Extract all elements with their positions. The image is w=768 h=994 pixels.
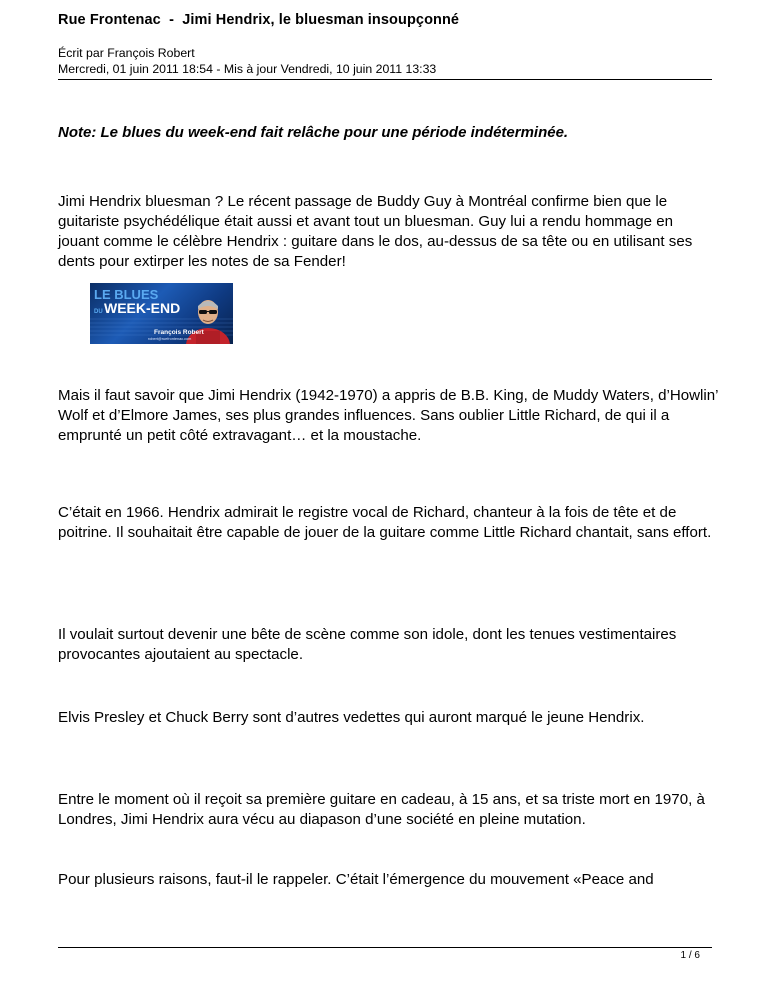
banner-line1: LE BLUES bbox=[94, 287, 159, 302]
footer-divider bbox=[58, 947, 712, 948]
document-header-title: Rue Frontenac - Jimi Hendrix, le bluesman insoupçonné bbox=[58, 12, 460, 28]
article-metadata bbox=[58, 45, 436, 77]
author-line: Écrit par François Robert bbox=[58, 46, 195, 60]
paragraph-4: Il voulait surtout devenir une bête de scène comme son idole, dont les tenues vestimentaires provocantes ajoutaient au spectacle. bbox=[58, 626, 677, 663]
banner-line2: WEEK-END bbox=[104, 300, 181, 316]
paragraph-1: Jimi Hendrix bluesman ? Le récent passage de Buddy Guy à Montréal confirme bien que le guitariste psychédélique était aussi et avant tout un bluesman. Guy lui a rendu hommage en jouant comme le célèbre Hendrix : guitare dans le dos, au-dessus de sa tête ou en utilisant ses dents pour extirper les notes de sa Fender! bbox=[58, 193, 693, 270]
paragraph-5: Elvis Presley et Chuck Berry sont d’autres vedettes qui auront marqué le jeune Hendrix. bbox=[58, 709, 645, 726]
page-number: 1 / 6 bbox=[680, 950, 700, 961]
banner-name: François Robert bbox=[154, 329, 204, 336]
date-line: Mercredi, 01 juin 2011 18:54 - Mis à jour Vendredi, 10 juin 2011 13:33 bbox=[58, 62, 437, 76]
banner-line2-small: DU bbox=[94, 309, 103, 315]
editor-note: Note: Le blues du week-end fait relâche pour une période indéterminée. bbox=[58, 124, 569, 141]
paragraph-3: C’était en 1966. Hendrix admirait le registre vocal de Richard, chanteur à la fois de tête et de poitrine. Il souhaitait être capable de jouer de la guitare comme Little Richard chantait, sans effort. bbox=[58, 504, 712, 541]
banner-email: robert@ruefrontenac.com bbox=[148, 337, 192, 341]
header-divider bbox=[58, 79, 712, 80]
blues-week-end-banner-image bbox=[90, 283, 233, 344]
paragraph-6: Entre le moment où il reçoit sa première guitare en cadeau, à 15 ans, et sa triste mort en 1970, à Londres, Jimi Hendrix aura vécu au diapason d’une société en pleine mutation. bbox=[58, 791, 705, 828]
paragraph-2: Mais il faut savoir que Jimi Hendrix (1942-1970) a appris de B.B. King, de Muddy Waters, d’Howlin’ Wolf et d’Elmore James, ses plus grandes influences. Sans oublier Little Richard, de qui il a emprunté un petit côté extravagant… et la moustache. bbox=[58, 387, 718, 444]
paragraph-7: Pour plusieurs raisons, faut-il le rappeler. C’était l’émergence du mouvement «Peace and bbox=[58, 871, 654, 888]
